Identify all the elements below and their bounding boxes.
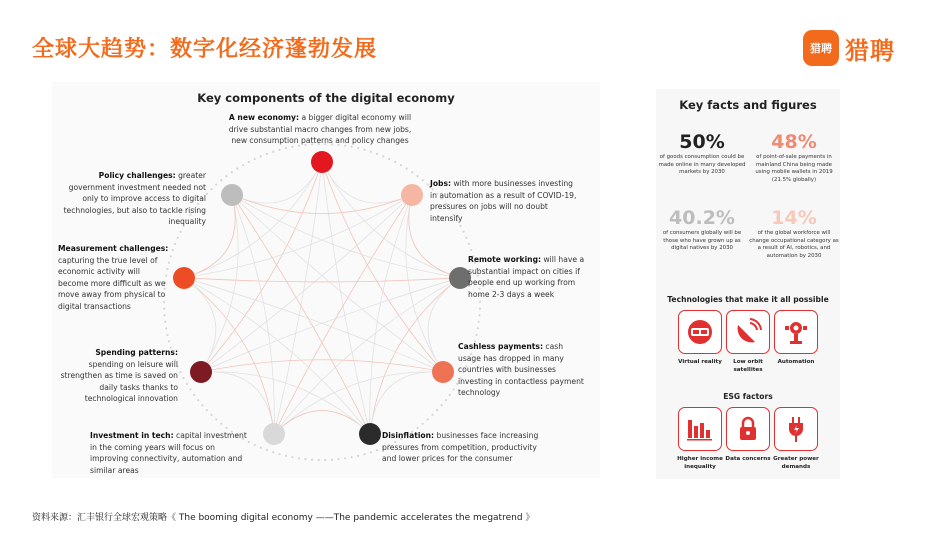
ring-dot [475,334,477,336]
fact-description: of the global workforce will change occupational category as a result of AI, robotics, and automation by 2030 [749,230,839,259]
ring-dot [470,249,472,251]
diagram-title: Key components of the digital economy [197,91,455,105]
ring-dot [427,183,429,185]
source-note: 资料来源：汇丰银行全球宏观策略《 The booming digital economy ——The pandemic accelerates the megatrend 》 [32,513,535,523]
callout-spending-patterns [60,347,178,405]
ring-dot [445,399,447,401]
connection-line [370,195,412,434]
ring-dot [172,249,174,251]
callout-bold: Spending patterns: [95,348,178,357]
connection-line [428,278,460,372]
callout-measurement-challenges [58,243,170,312]
ring-dot [422,179,424,181]
ring-dot [165,327,167,329]
ring-dot [318,459,320,461]
connection-line [370,372,443,434]
ring-dot [382,155,384,157]
tech-label: Low orbit satellites [733,359,763,373]
connection-line [201,372,274,434]
ring-dot [266,449,268,451]
ring-dot [394,161,396,163]
ring-dot [248,161,250,163]
ring-dot [427,418,429,420]
ring-dot [376,153,378,155]
esg-title: ESG factors [723,392,773,401]
ring-dot [331,459,333,461]
ring-dot [206,409,208,411]
ring-dot [441,404,443,406]
connection-line [232,195,460,278]
ring-dot [411,171,413,173]
callout-text: capturing the true level of economic activity will become more difficult as we move away from physical to digital transactions [58,255,166,311]
ring-dot [254,444,256,446]
fact-card [656,131,748,177]
callout-text: with more businesses investing in automation as a result of COVID-19, pressures on jobs will no doubt intensify [430,179,577,223]
virtual-reality-icon [678,310,722,354]
ring-dot [168,340,170,342]
callout-disinflation [382,430,542,465]
digital-economy-diagram [52,82,600,478]
key-facts-panel [656,89,840,479]
ring-dot [182,377,184,379]
callout-bold: Investment in tech: [90,431,174,440]
callout-new-economy [220,112,420,147]
ring-dot [324,459,326,461]
ring-dot [357,147,359,149]
ring-dot [174,243,176,245]
key-facts-title: Key facts and figures [679,98,817,112]
ring-dot [370,151,372,153]
callout-text: cash usage has dropped in many countries with businesses investing in contactless payment technology [458,342,584,397]
fact-card [656,207,748,253]
ring-dot [278,149,280,151]
node-investment-in-tech [263,423,285,445]
ring-dot [254,158,256,160]
node-jobs [401,184,423,206]
connection-line [201,162,322,372]
callout-jobs [430,178,580,224]
ring-dot [225,427,227,429]
callout-bold: Disinflation: [382,431,435,440]
ring-dot [363,149,365,151]
callout-text: capital investment in the coming years will focus on improving connectivity, automation and similar areas [90,431,247,475]
fact-value: 50% [679,131,725,153]
ring-dot [231,171,233,173]
callout-cashless-payments [458,341,586,399]
robot-icon [774,310,818,354]
plug-icon [774,407,818,451]
callout-bold: Cashless payments: [458,342,543,351]
fact-description: of goods consumption could be made online in many developed markets by 2030 [658,154,746,176]
ring-dot [431,414,433,416]
ring-dot [164,321,166,323]
callout-text: will have a substantial impact on cities if people end up working from home 2-3 days a week [468,255,585,299]
node-disinflation [359,423,381,445]
callout-bold: Remote working: [468,255,542,264]
callout-policy-challenges [58,170,206,228]
ring-dot [453,388,455,390]
callout-text: businesses face increasing pressures from competition, productivity and lower prices for the consumer [382,431,539,463]
esg-power-demands [766,407,826,471]
callout-text: a bigger digital economy will drive substantial macro changes from new jobs, new consumption patterns and policy changes [228,113,412,145]
ring-dot [285,147,287,149]
ring-dot [225,175,227,177]
fact-card [748,207,840,260]
logo [803,30,895,66]
ring-dot [179,371,181,373]
callout-bold: A new economy: [228,113,300,122]
ring-dot [266,153,268,155]
ring-dot [193,394,195,396]
fact-description: of point-of-sale payments in mainland China being made using mobile wallets in 2019 (21.5% globally) [755,154,833,183]
fact-value: 48% [771,131,817,153]
ring-dot [477,327,479,329]
ring-dot [201,404,203,406]
ring-dot [479,308,481,310]
ring-dot [179,231,181,233]
node-measurement-challenges [173,267,195,289]
connection-line [322,162,412,203]
connection-line [274,195,412,434]
node-spending-patterns [190,361,212,383]
connection-line [184,278,216,372]
ring-dot [376,449,378,451]
connection-line [322,162,370,434]
connection-line [232,195,370,434]
connection-line [201,195,238,372]
ring-dot [478,314,480,316]
ring-dot [197,399,199,401]
tech-automation [766,310,826,367]
fact-value: 40.2% [669,207,735,229]
ring-dot [177,237,179,239]
ring-dot [304,458,306,460]
ring-dot [189,388,191,390]
ring-dot [370,451,372,453]
esg-label: Greater power demands [773,456,819,470]
ring-dot [285,455,287,457]
logo-text: 猎聘 [845,36,895,65]
ring-dot [478,321,480,323]
logo-badge: 猎聘 [803,30,839,66]
ring-dot [242,164,244,166]
ring-dot [210,188,212,190]
ring-dot [479,301,481,303]
bar-chart-icon [678,407,722,451]
fact-value: 14% [771,207,817,229]
connection-line [201,360,443,372]
ring-dot [278,453,280,455]
tech-label: Automation [777,359,815,365]
page-title: 全球大趋势：数字化经济蓬勃发展 [32,37,378,62]
connection-line [184,278,460,282]
node-new-economy [311,151,333,173]
ring-dot [449,394,451,396]
ring-dot [210,414,212,416]
satellite-icon [726,310,770,354]
ring-dot [272,151,274,153]
callout-investment-in-tech [90,430,252,476]
ring-dot [291,456,293,458]
ring-dot [400,164,402,166]
ring-dot [416,427,418,429]
ring-dot [406,167,408,169]
callout-bold: Jobs: [430,179,452,188]
ring-dot [186,383,188,385]
ring-dot [272,451,274,453]
ring-dot [260,155,262,157]
fact-card [748,131,840,184]
ring-dot [363,453,365,455]
ring-dot [166,334,168,336]
fact-description: of consumers globally will be those who have grown up as digital natives by 2030 [662,230,742,252]
connection-line [232,162,322,203]
esg-label: Data concerns [725,456,771,462]
ring-dot [357,455,359,457]
node-policy-challenges [221,184,243,206]
ring-dot [465,237,467,239]
callout-bold: Policy challenges: [98,171,176,180]
ring-dot [215,183,217,185]
ring-dot [422,423,424,425]
ring-dot [436,409,438,411]
ring-dot [260,447,262,449]
ring-dot [344,457,346,459]
callout-bold: Measurement challenges: [58,244,169,253]
connection-line [322,162,443,372]
ring-dot [416,175,418,177]
ring-dot [163,314,165,316]
ring-dot [462,231,464,233]
connection-line [274,162,322,434]
connection-line [232,195,274,434]
ring-dot [298,457,300,459]
ring-dot [337,458,339,460]
lock-icon [726,407,770,451]
ring-dot [236,167,238,169]
connection-line [184,195,412,278]
connection-line [274,411,370,434]
ring-dot [468,243,470,245]
ring-dot [215,418,217,420]
ring-dot [459,225,461,227]
ring-dot [206,193,208,195]
connection-line [184,278,274,434]
ring-dot [351,456,353,458]
tech-label: Virtual reality [678,359,722,365]
callout-remote-working [468,254,590,300]
esg-label: Higher income inequality [677,456,723,470]
technologies-title: Technologies that make it all possible [667,295,829,304]
ring-dot [311,459,313,461]
callout-text: greater government investment needed not only to improve access to digital technologies, but also to tackle rising inequality [63,171,206,226]
connection-line [370,278,460,434]
ring-dot [220,179,222,181]
ring-dot [388,158,390,160]
ring-dot [220,423,222,425]
callout-text: spending on leisure will strengthen as time is saved on daily tasks thanks to technological innovation [60,359,178,403]
